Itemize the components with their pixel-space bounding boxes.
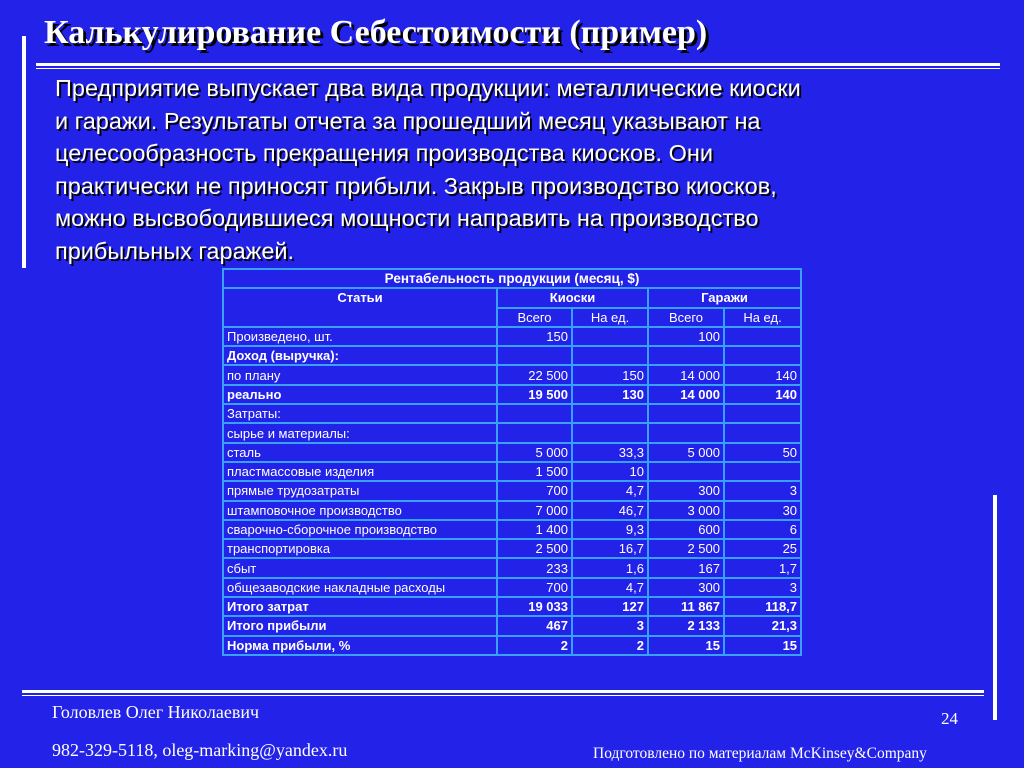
garages-per-unit-cell [724, 404, 801, 423]
paragraph-line: целесообразность прекращения производства киосков. Они [55, 140, 713, 166]
top-horizontal-line [36, 63, 1000, 66]
garages-total-cell: 600 [648, 520, 724, 539]
garages-per-unit-cell: 6 [724, 520, 801, 539]
row-label: Итого затрат [223, 597, 497, 616]
kiosks-per-unit-cell: 3 [572, 616, 648, 635]
table-row [223, 501, 801, 520]
row-label: сбыт [223, 558, 497, 577]
table-row [223, 365, 801, 384]
page-number: 24 [941, 709, 958, 728]
kiosks-total-cell: 5 000 [497, 443, 572, 462]
bottom-horizontal-line-thin [22, 695, 984, 696]
slide-title: Калькулирование Себестоимости (пример) [44, 14, 708, 51]
paragraph-line: прибыльных гаражей. [55, 237, 295, 264]
subheader-kiosks-total: Всего [497, 308, 572, 327]
table-row [223, 481, 801, 500]
kiosks-total-cell [497, 346, 572, 365]
intro-paragraph [55, 72, 975, 267]
kiosks-per-unit-cell: 9,3 [572, 520, 648, 539]
kiosks-total-cell: 19 500 [497, 385, 572, 404]
garages-per-unit-cell: 25 [724, 539, 801, 558]
kiosks-per-unit-cell [572, 346, 648, 365]
row-label: штамповочное производство [223, 501, 497, 520]
garages-per-unit-cell: 30 [724, 501, 801, 520]
top-left-vertical-line [22, 36, 26, 268]
kiosks-total-cell: 1 500 [497, 462, 572, 481]
garages-total-cell: 2 133 [648, 616, 724, 635]
kiosks-total-cell: 2 [497, 636, 572, 655]
table-caption-row [223, 269, 801, 288]
table-row [223, 327, 801, 346]
kiosks-per-unit-cell: 130 [572, 385, 648, 404]
table-row [223, 616, 801, 635]
table-row [223, 404, 801, 423]
kiosks-per-unit-cell: 150 [572, 365, 648, 384]
bottom-right-vertical-line [993, 495, 997, 720]
garages-per-unit-cell [724, 346, 801, 365]
table-row [223, 462, 801, 481]
kiosks-total-cell: 2 500 [497, 539, 572, 558]
table-row [223, 578, 801, 597]
row-label: Норма прибыли, % [223, 636, 497, 655]
garages-per-unit-cell: 140 [724, 365, 801, 384]
row-label: Доход (выручка): [223, 346, 497, 365]
author-name: Головлев Олег Николаевич [52, 702, 260, 722]
kiosks-total-cell: 150 [497, 327, 572, 346]
garages-total-cell [648, 462, 724, 481]
garages-total-cell: 300 [648, 481, 724, 500]
garages-per-unit-cell: 3 [724, 481, 801, 500]
table-row [223, 443, 801, 462]
garages-total-cell: 167 [648, 558, 724, 577]
garages-per-unit-cell: 118,7 [724, 597, 801, 616]
row-label: сварочно-сборочное производство [223, 520, 497, 539]
profitability-table [222, 268, 802, 656]
table-caption: Рентабельность продукции (месяц, $) [223, 269, 801, 288]
garages-total-cell: 2 500 [648, 539, 724, 558]
row-label: по плану [223, 365, 497, 384]
garages-total-cell [648, 404, 724, 423]
kiosks-per-unit-cell: 127 [572, 597, 648, 616]
kiosks-per-unit-cell: 4,7 [572, 481, 648, 500]
kiosks-total-cell: 19 033 [497, 597, 572, 616]
paragraph-line: можно высвободившиеся мощности направить на производство [55, 205, 759, 231]
paragraph-line: практически не приносят прибыли. Закрыв производство киосков, [55, 172, 777, 199]
garages-per-unit-cell: 3 [724, 578, 801, 597]
row-label: Произведено, шт. [223, 327, 497, 346]
kiosks-per-unit-cell: 10 [572, 462, 648, 481]
kiosks-total-cell: 700 [497, 578, 572, 597]
subheader-garages-total: Всего [648, 308, 724, 327]
garages-per-unit-cell: 50 [724, 443, 801, 462]
garages-per-unit-cell: 21,3 [724, 616, 801, 635]
table-row [223, 558, 801, 577]
row-label: пластмассовые изделия [223, 462, 497, 481]
row-label: транспортировка [223, 539, 497, 558]
garages-total-cell: 11 867 [648, 597, 724, 616]
garages-total-cell [648, 346, 724, 365]
row-label: Затраты: [223, 404, 497, 423]
garages-total-cell: 3 000 [648, 501, 724, 520]
garages-total-cell: 100 [648, 327, 724, 346]
kiosks-per-unit-cell [572, 404, 648, 423]
kiosks-per-unit-cell: 2 [572, 636, 648, 655]
garages-per-unit-cell: 15 [724, 636, 801, 655]
paragraph-line: и гаражи. Результаты отчета за прошедший месяц указывают на [55, 107, 761, 134]
garages-total-cell: 300 [648, 578, 724, 597]
table-row [223, 636, 801, 655]
kiosks-per-unit-cell: 46,7 [572, 501, 648, 520]
bottom-horizontal-line [22, 690, 984, 693]
table-row [223, 346, 801, 365]
subheader-garages-per-unit: На ед. [724, 308, 801, 327]
garages-per-unit-cell [724, 327, 801, 346]
garages-total-cell: 15 [648, 636, 724, 655]
table-row [223, 539, 801, 558]
top-horizontal-line-thin [36, 68, 1000, 69]
kiosks-total-cell: 700 [497, 481, 572, 500]
author-contacts: 982-329-5118, oleg-marking@yandex.ru [52, 740, 348, 760]
kiosks-per-unit-cell [572, 327, 648, 346]
garages-per-unit-cell: 1,7 [724, 558, 801, 577]
kiosks-total-cell: 1 400 [497, 520, 572, 539]
header-articles: Статьи [223, 288, 497, 327]
table-row [223, 423, 801, 442]
row-label: Итого прибыли [223, 616, 497, 635]
kiosks-per-unit-cell: 33,3 [572, 443, 648, 462]
kiosks-total-cell: 233 [497, 558, 572, 577]
garages-per-unit-cell: 140 [724, 385, 801, 404]
row-label: общезаводские накладные расходы [223, 578, 497, 597]
garages-total-cell: 14 000 [648, 385, 724, 404]
kiosks-per-unit-cell: 1,6 [572, 558, 648, 577]
row-label: сырье и материалы: [223, 423, 497, 442]
kiosks-total-cell [497, 423, 572, 442]
garages-per-unit-cell [724, 462, 801, 481]
garages-per-unit-cell [724, 423, 801, 442]
header-kiosks: Киоски [497, 288, 648, 307]
row-label: сталь [223, 443, 497, 462]
kiosks-total-cell: 22 500 [497, 365, 572, 384]
row-label: реально [223, 385, 497, 404]
table-row [223, 597, 801, 616]
kiosks-total-cell: 7 000 [497, 501, 572, 520]
garages-total-cell [648, 423, 724, 442]
table-header-row [223, 288, 801, 307]
garages-total-cell: 14 000 [648, 365, 724, 384]
source-note: Подготовлено по материалам McKinsey&Company [593, 745, 927, 762]
kiosks-per-unit-cell: 4,7 [572, 578, 648, 597]
kiosks-per-unit-cell: 16,7 [572, 539, 648, 558]
header-garages: Гаражи [648, 288, 801, 307]
subheader-kiosks-per-unit: На ед. [572, 308, 648, 327]
row-label: прямые трудозатраты [223, 481, 497, 500]
paragraph-line: Предприятие выпускает два вида продукции: металлические киоски [55, 75, 801, 101]
table-row [223, 385, 801, 404]
kiosks-total-cell [497, 404, 572, 423]
garages-total-cell: 5 000 [648, 443, 724, 462]
kiosks-per-unit-cell [572, 423, 648, 442]
table-row [223, 520, 801, 539]
kiosks-total-cell: 467 [497, 616, 572, 635]
